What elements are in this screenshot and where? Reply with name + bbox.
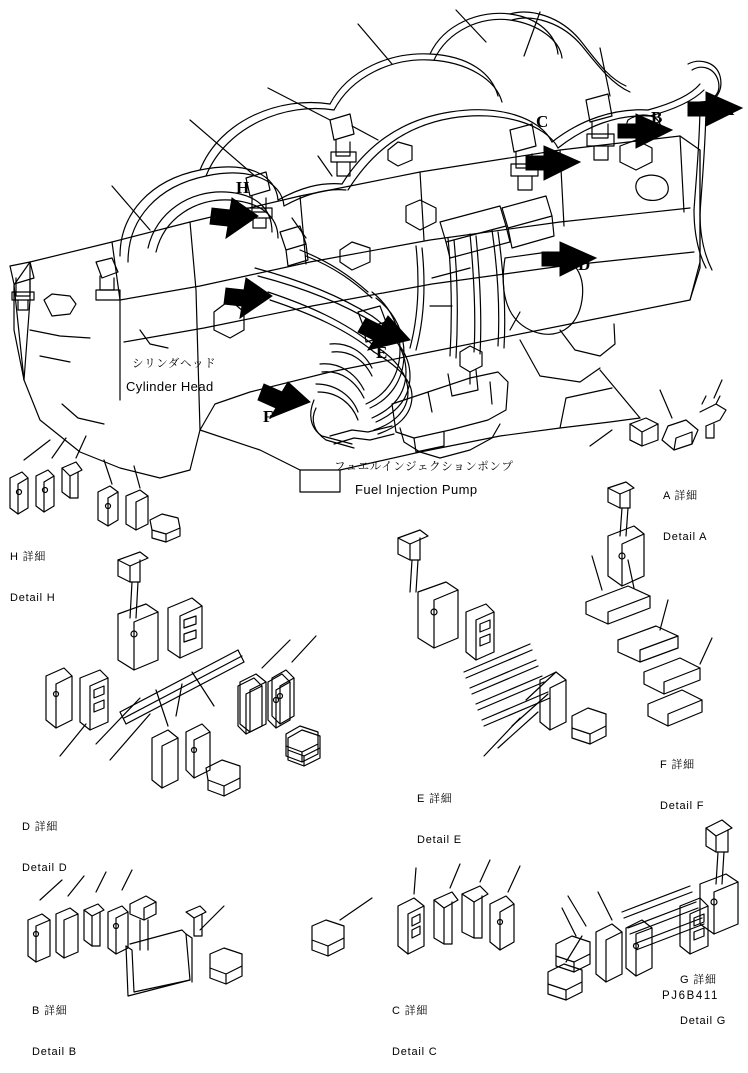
callout-letter-e: E (376, 343, 388, 362)
detail-b-caption-jp: B 詳細 (32, 1004, 68, 1017)
fuel-pump-label-jp: フュエルインジェクションポンプ (334, 461, 514, 473)
callout-letter-h: H (236, 178, 250, 197)
detail-a-caption-en: Detail A (663, 530, 708, 543)
callout-letter-a: A (722, 100, 735, 119)
detail-b-caption-en: Detail B (32, 1045, 77, 1058)
detail-h-caption-jp: H 詳細 (10, 550, 47, 563)
detail-d-caption-jp: D 詳細 (22, 820, 59, 833)
detail-g-caption-en: Detail G (680, 1014, 727, 1027)
detail-c-caption (392, 977, 438, 1073)
detail-h-caption (10, 523, 56, 619)
detail-d-caption-en: Detail D (22, 861, 68, 874)
detail-e-caption (417, 765, 462, 861)
cylinder-head-label-jp: シリンダヘッド (132, 358, 217, 370)
detail-e-caption-en: Detail E (417, 833, 462, 846)
fuel-pump-label-en: Fuel Injection Pump (355, 482, 478, 497)
drawing-part-number: PJ6B411 (662, 990, 720, 1002)
detail-b-caption (32, 977, 77, 1073)
detail-f-caption (660, 731, 704, 827)
detail-e-caption-jp: E 詳細 (417, 792, 453, 805)
detail-a-caption-jp: A 詳細 (663, 489, 698, 502)
callout-letter-b: B (651, 108, 663, 127)
detail-c-caption-jp: C 詳細 (392, 1004, 429, 1017)
detail-d-caption (22, 793, 68, 889)
detail-g-caption-jp: G 詳細 (680, 973, 717, 986)
detail-a-caption (663, 462, 707, 558)
detail-f-caption-jp: F 詳細 (660, 758, 695, 771)
detail-c-caption-en: Detail C (392, 1045, 438, 1058)
callout-letter-d: D (578, 255, 591, 274)
detail-f-caption-en: Detail F (660, 799, 705, 812)
callout-letter-f: F (263, 407, 274, 426)
detail-h-caption-en: Detail H (10, 591, 56, 604)
callout-letter-c: C (536, 112, 549, 131)
cylinder-head-label-en: Cylinder Head (126, 379, 214, 394)
